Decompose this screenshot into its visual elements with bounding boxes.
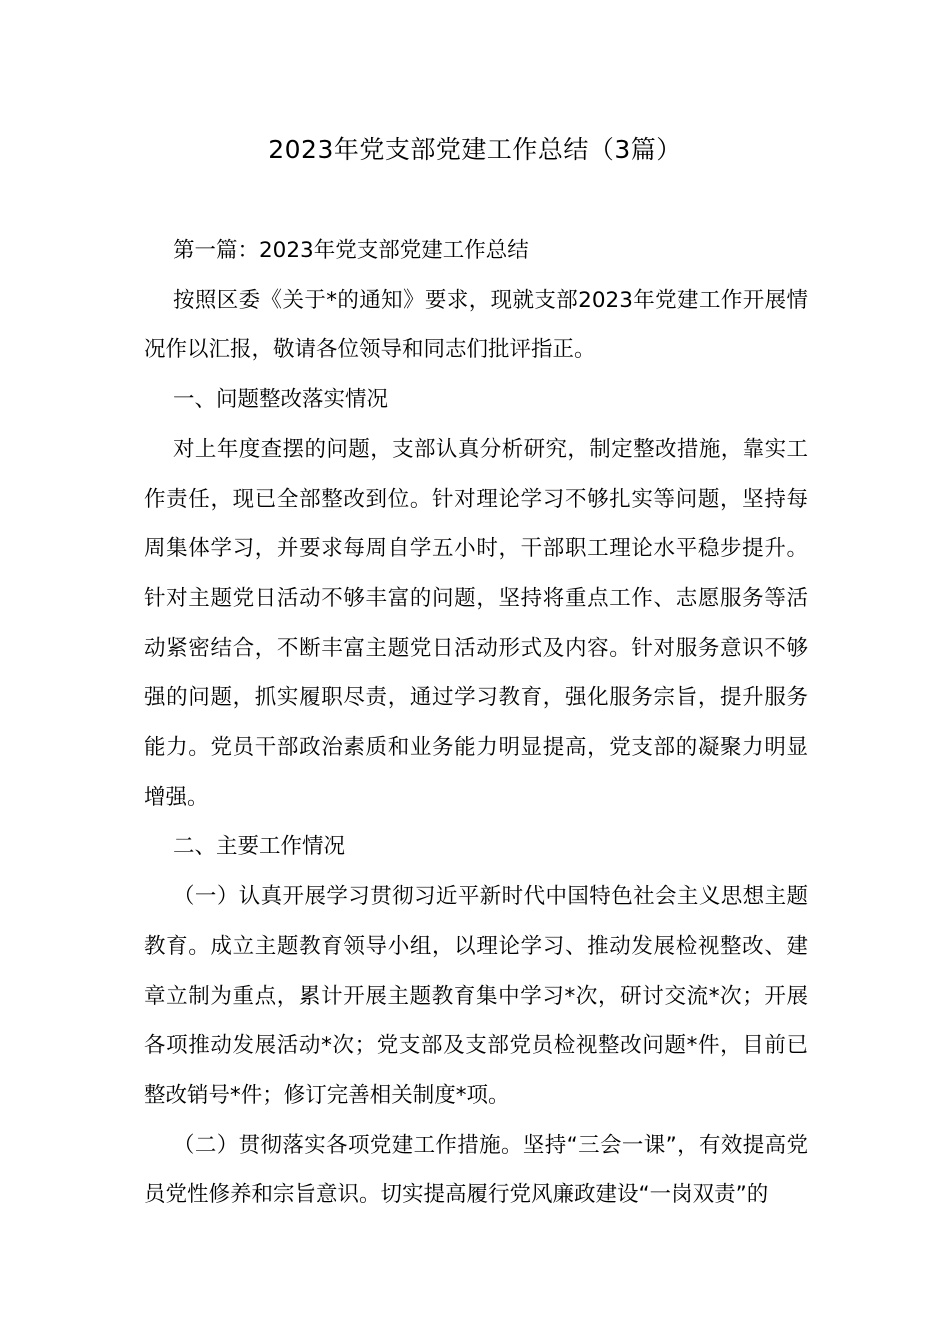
rectification-paragraph: 对上年度查摆的问题，支部认真分析研究，制定整改措施，靠实工作责任，现已全部整改到位。针对理论学习不够扎实等问题，坚持每周集体学习，并要求每周自学五小时，干部职工理论水平稳步提升。针对主题党日活动不够丰富的问题，坚持将重点工作、志愿服务等活动紧密结合，不断丰富主题党日活动形式及内容。针对服务意识不够强的问题，抓实履职尽责，通过学习教育，强化服务宗旨，提升服务能力。党员干部政治素质和业务能力明显提高，党支部的凝聚力明显增强。 (144, 436, 808, 810)
section-heading-main-work: 二、主要工作情况 (173, 834, 346, 860)
section-heading-rectification: 一、问题整改落实情况 (173, 387, 389, 413)
main-work-paragraph-1: （一）认真开展学习贯彻习近平新时代中国特色社会主义思想主题教育。成立主题教育领导小组，以理论学习、推动发展检视整改、建章立制为重点，累计开展主题教育集中学习*次，研讨交流*次；开展各项推动发展活动*次；党支部及支部党员检视整改问题*件，目前已整改销号*件；修订完善相关制度*项。 (144, 884, 808, 1108)
document-title: 2023年党支部党建工作总结（3篇） (268, 135, 682, 164)
document-body (144, 226, 808, 1220)
section-title-first-article: 第一篇：2023年党支部党建工作总结 (173, 238, 529, 263)
intro-paragraph: 按照区委《关于*的通知》要求，现就支部2023年党建工作开展情况作以汇报，敬请各位领导和同志们批评指正。 (144, 287, 808, 363)
main-work-paragraph-2: （二）贯彻落实各项党建工作措施。坚持“三会一课”，有效提高党员党性修养和宗旨意识。切实提高履行党风廉政建设“一岗双责”的 (144, 1132, 808, 1208)
